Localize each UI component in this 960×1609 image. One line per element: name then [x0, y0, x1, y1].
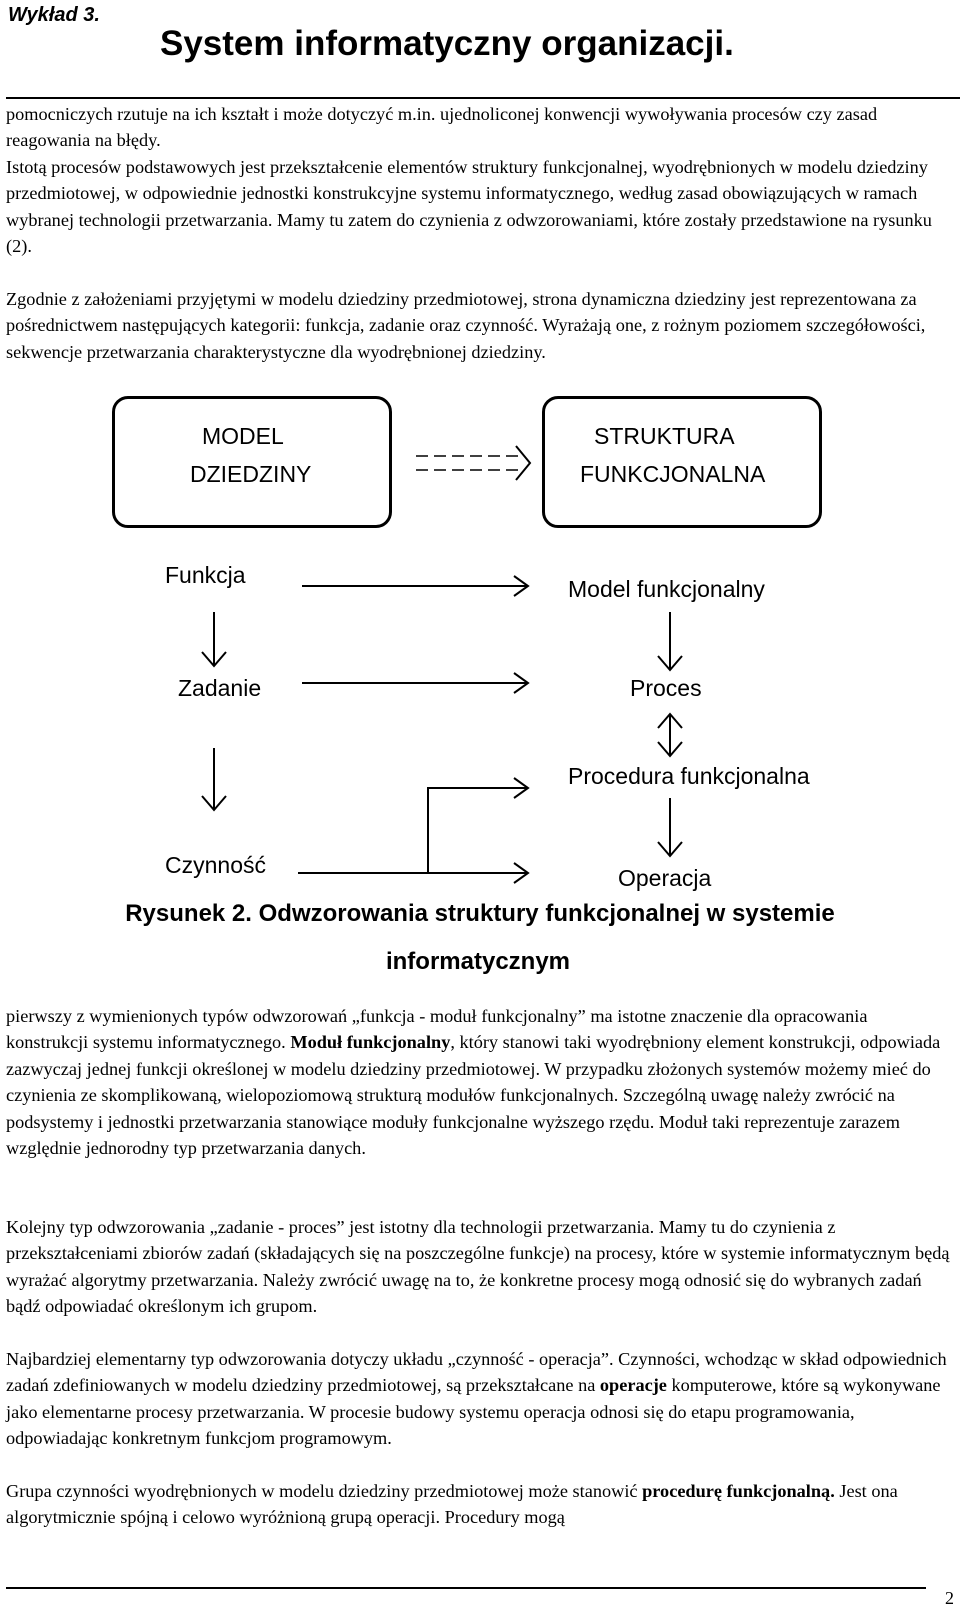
page-title: System informatyczny organizacji. [160, 24, 734, 63]
label-operacja: Operacja [618, 865, 712, 891]
box-left-line-1: MODEL [202, 423, 284, 449]
paragraph-body-3 [6, 1346, 954, 1452]
paragraph-intro-3: Zgodnie z założeniami przyjętymi w modelu dziedziny przedmiotowej, strona dynamiczna dziedziny jest reprezentowana za pośrednictwem następujących kategorii: funkcja, zadanie oraz czynność. Wyrażają one, z rożnym poziomem szczegółowości, sekwencje przetwarzania charakterystyczne dla wyodrębnionej dziedziny. [6, 289, 926, 362]
arrow-czynnosc-procedura [298, 788, 528, 873]
term-procedura-funkcjonalna: procedurę funkcjonalną. [642, 1481, 835, 1501]
label-czynnosc: Czynność [165, 852, 266, 878]
paragraph-body-1 [6, 1003, 954, 1161]
figure-caption-line-1: Rysunek 2. Odwzorowania struktury funkcjonalnej w systemie [125, 900, 835, 927]
dashed-arrow-head [516, 446, 530, 480]
paragraph-body-3-text-a: Najbardziej elementarny typ odwzorowania dotyczy układu „czynność - operacja”. Czynności, wchodząc w skład odpowiednich zadań zdefiniowanych w modelu dziedziny przedmiotowej, są przekształcane na [6, 1349, 947, 1396]
paragraph-body-3-text-c: komputerowe, które są wykonywane jako elementarne procesy przetwarzania. W procesie budowy systemu operacja odnosi się do etapu programowania, odpowiadając konkretnym funkcjom programowym. [6, 1375, 941, 1449]
label-zadanie: Zadanie [178, 675, 262, 701]
paragraph-body-4-text-a: Grupa czynności wyodrębnionych w modelu dziedziny przedmiotowej może stanowić [6, 1481, 643, 1501]
paragraph-intro-1: pomocniczych rzutuje na ich kształt i może dotyczyć m.in. ujednoliconej konwencji wywoływania procesów czy zasad reagowania na błędy. [6, 104, 878, 151]
label-proces: Proces [630, 675, 702, 701]
paragraph-body-4 [6, 1478, 954, 1531]
term-modul-funkcjonalny: Moduł funkcjonalny [290, 1032, 451, 1053]
term-operacje: operacje [599, 1375, 667, 1396]
paragraph-body-2: Kolejny typ odwzorowania „zadanie - proces” jest istotny dla technologii przetwarzania. Mamy tu do czynienia z przekształceniami zbiorów zadań (składających się na poszczególne funkcje) na procesy, które w systemie informatycznym będą wyrażać algorytmy przetwarzania. Należy zwrócić uwagę na to, że konkretne procesy mogą odnosić się do wybranych zadań bądź odpowiadać określonym ich grupom. [6, 1217, 950, 1317]
paragraph-body-4-text-c: Jest ona algorytmicznie spójną i celowo wyróżnioną grupą operacji. Procedury mogą [6, 1481, 898, 1528]
page-number: 2 [945, 1588, 954, 1608]
paragraph-body-1-text-c: , który stanowi taki wyodrębniony element konstrukcji, odpowiada zazwyczaj jednej funkcji określonej w modelu dziedziny przedmiotowej. W przypadku złożonych systemów możemy mieć do czynienia ze skomplikowaną, wielopoziomową strukturą modułów funkcjonalnych. Szczególną uwagę należy zwrócić na podsystemy i jednostki przetwarzania stanowiące moduły funkcjonalne wyższego rzędu. Moduł taki reprezentuje zarazem względnie jednorodny typ przetwarzania danych. [6, 1032, 941, 1159]
paragraph-body-1-text-a: pierwszy z wymienionych typów odwzorowań „funkcja - moduł funkcjonalny” ma istotne znaczenie dla opracowania konstrukcji systemu informatycznego. [6, 1006, 868, 1053]
label-funkcja: Funkcja [165, 562, 246, 588]
box-right-line-1: STRUKTURA [594, 423, 735, 449]
label-model-funkcjonalny: Model funkcjonalny [568, 576, 765, 602]
paragraph-intro-2: Istotą procesów podstawowych jest przekształcenie elementów struktury funkcjonalnej, wyodrębnionych w modelu dziedziny przedmiotowej, w odpowiednie jednostki konstrukcyjne systemu informatycznego, według zasad obowiązujących w ramach wybranej technologii przetwarzania. Mamy tu zatem do czynienia z odwzorowaniami, które zostały przedstawione na rysunku (2). [6, 157, 932, 257]
figure-caption-line-2: informatycznym [385, 948, 571, 975]
footer-rule [6, 1587, 926, 1589]
label-procedura-funkcjonalna: Procedura funkcjonalna [568, 763, 810, 789]
box-right-line-2: FUNKCJONALNA [580, 461, 766, 487]
lecture-label: Wykład 3. [8, 4, 100, 26]
box-left-line-2: DZIEDZINY [190, 461, 312, 487]
